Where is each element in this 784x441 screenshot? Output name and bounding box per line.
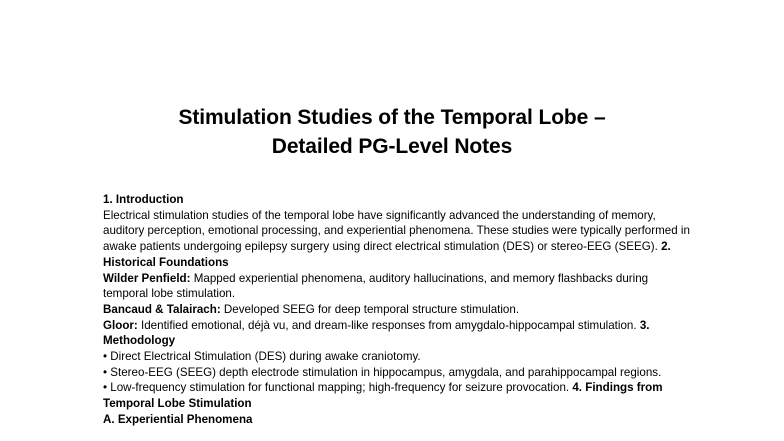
document-body [103, 192, 693, 428]
section-3-heading: 3. Methodology [103, 318, 650, 348]
methodology-bullet-3 [103, 380, 693, 411]
section-2-heading: 2. Historical Foundations [103, 240, 671, 269]
section-4-heading: 4. Findings from Temporal Lobe Stimulation [103, 381, 663, 411]
section-1-text: Electrical stimulation studies of the temporal lobe have significantly advanced the understanding of memory, auditory perception, emotional processing, and experiential phenomena. These studies were typically performed in awake patients undergoing epilepsy surgery using direct electrical stimulation (DES) or stereo-EEG (SEEG). [103, 208, 690, 254]
document-title [0, 103, 784, 161]
bancaud-text: Developed SEEG for deep temporal structure stimulation. [220, 302, 520, 316]
subsection-a-heading: A. Experiential Phenomena [103, 412, 253, 426]
section-1 [103, 192, 693, 271]
section-1-heading: 1. Introduction [103, 193, 184, 206]
methodology-bullet-3-text: • Low-frequency stimulation for functional mapping; high-frequency for seizure provocation. [103, 381, 570, 395]
penfield-paragraph [103, 271, 693, 302]
gloor-paragraph [103, 318, 693, 349]
bancaud-name: Bancaud & Talairach: [103, 302, 221, 316]
bancaud-paragraph [103, 302, 693, 318]
penfield-text: Mapped experiential phenomena, auditory hallucinations, and memory flashbacks during temporal lobe stimulation. [103, 271, 649, 301]
gloor-name: Gloor: [103, 318, 138, 332]
gloor-text: Identified emotional, déjà vu, and dream-like responses from amygdalo-hippocampal stimulation. [137, 318, 637, 332]
methodology-bullet-1: • Direct Electrical Stimulation (DES) during awake craniotomy. [103, 350, 421, 364]
title-line-1: Stimulation Studies of the Temporal Lobe – [178, 106, 606, 129]
methodology-bullet-2: • Stereo-EEG (SEEG) depth electrode stimulation in hippocampus, amygdala, and parahippocampal regions. [103, 365, 662, 379]
penfield-name: Wilder Penfield: [103, 271, 191, 285]
title-line-2: Detailed PG-Level Notes [271, 135, 513, 158]
